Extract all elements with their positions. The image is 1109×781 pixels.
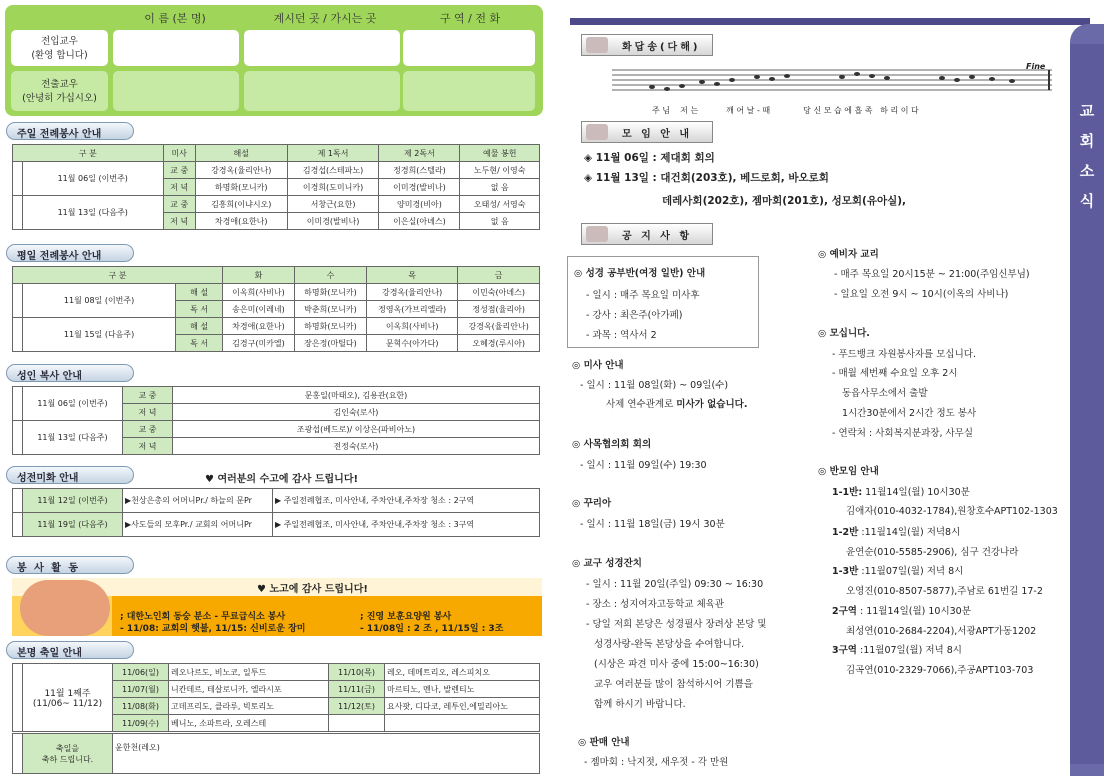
cell: 하명화(모니카) [195,179,287,196]
cell: 하명화(모니카) [294,318,366,335]
cell: 강경옥(율리안나) [195,162,287,179]
th: 예물 봉헌 [460,145,540,162]
th: 금 [458,267,540,284]
cell: 이미경(발비나) [379,179,460,196]
notice-title-text: 공 지 사 항 [622,231,693,242]
cell: 이옥희(사비나) [222,284,294,301]
ban-time: : 11월14일(월) 10시30분 [856,606,971,617]
date-cell: 11/09(수) [113,715,169,732]
date-cell: 11/06(일) [113,664,169,681]
mass-l1: - 일시 : 11월 08일(화) ~ 09일(수) [580,380,729,391]
bible-l: - 일시 : 매주 목요일 미사후 [586,290,700,301]
meeting-title [581,121,713,143]
bible-box [567,256,759,348]
cell: 문홍일(마태오), 김용관(요한) [173,387,540,404]
cell: 송은미(이레네) [222,301,294,318]
mass-cell: 교 중 [163,162,195,179]
ban-name: 1-3반 [832,566,859,577]
cell: 정성점(율리아) [458,301,540,318]
priest-icon [586,226,608,242]
congrat-cell [23,734,113,774]
cell: ▶사도들의 모후Pr./ 교회의 어머니Pr [123,513,273,537]
ban-contact: 김곡연(010-2329-7066),주공APT103-703 [846,665,1034,676]
cell: 베니노, 소파트라, 오레스테 [169,715,329,732]
cell: 없 음 [460,179,540,196]
date-cell: 11월 13일 (다음주) [23,196,164,230]
cell [385,715,540,732]
kind-cell: 독 서 [176,301,223,318]
ban-time: 11월14일(월) 10시30분 [862,487,970,498]
date-cell: 11월 12일 (이번주) [23,489,123,513]
bcamp-h: ◎ 교구 성경잔치 [572,558,642,569]
recruit-l: 동읍사무소에서 출발 [842,388,928,399]
out-label [11,71,108,111]
bcamp-l: 함께 하시기 바랍니다. [594,699,686,710]
ban-contact: 김애자(010-4032-1784),원창호수APT102-1303 [846,506,1058,517]
song-title-text: 화답송(다해) [622,42,701,53]
recruit-l: 1시간30분에서 2시간 정도 봉사 [842,408,977,419]
cell: 정경희(스텔라) [379,162,460,179]
service-l2: - 11/08: 교회의 햇불, 11/15: 신비로운 장미 [120,624,306,634]
service-thanks [257,580,368,595]
bcamp-l: 성경사랑-완독 본당상을 수여합니다. [594,639,745,650]
ban-time: :11월07일(월) 저녁 8시 [858,566,964,577]
kind-cell: 독 서 [176,335,223,352]
bcamp-l: - 장소 : 성지여자고등학교 체육관 [586,599,725,610]
ban-time: :11월14일(월) 저녁8시 [858,527,961,538]
cell: 조광섭(베드로)/ 이상은(파비아노) [173,421,540,438]
out-label-1: 전출교우 [41,79,78,90]
weekday-title: 평일 전례봉사 안내 [6,244,134,262]
meeting-2: ◈ 11월 13일 : 대건회(203호), 베드로회, 바오로회 [584,172,829,184]
cell: 이민숙(아녜스) [458,284,540,301]
th: 제 1독서 [287,145,379,162]
th: 미사 [163,145,195,162]
edu-l: - 매주 목요일 20시15분 ~ 21:00(주임신부님) [834,269,1030,280]
in-zone-field[interactable] [403,30,535,66]
date-cell: 11/12(토) [329,698,385,715]
congrat-name: 윤한천(레오) [113,734,540,774]
sidebar-char: 회 [1079,132,1095,150]
kind-cell: 저 녁 [123,404,173,421]
kind-cell: 교 중 [123,421,173,438]
mass-l2a: 사제 연수관계로 [606,399,677,410]
cell: 차경애(요한나) [195,213,287,230]
sale-l: - 젬마회 : 낙지젓, 새우젓 - 각 만원 [584,757,729,768]
cell: 이경희(도미니카) [287,179,379,196]
ban-name: 2구역 [832,606,857,617]
cell: 장은정(마틸다) [294,335,366,352]
meeting-3: 데레사회(202호), 젬마회(201호), 성모회(유아실), [662,195,907,207]
sidebar [1070,24,1104,776]
ban-item [832,642,962,656]
congrat-1: 축일을 [55,743,80,753]
cell: 문혁수(아가다) [366,335,457,352]
volunteer-illustration-icon [20,580,110,636]
cell: 박춘희(모니카) [294,301,366,318]
recruit-h: ◎ 모십니다. [818,328,870,339]
bible-l: - 강사 : 최은주(아가페) [586,310,683,321]
feast-title: 본명 축일 안내 [6,641,134,659]
th: 해설 [195,145,287,162]
mass-cell: 교 중 [163,196,195,213]
service-title: 봉 사 활 동 [6,556,134,574]
cell: 김인숙(로사) [173,404,540,421]
song-title [581,34,713,56]
date-cell: 11/08(화) [113,698,169,715]
kind-cell: 해 설 [176,318,223,335]
date-cell: 11월 06일 (이번주) [23,387,123,421]
cell: ▶ 주일전례협조, 미사안내, 주차안내,주차장 청소 : 2구역 [273,489,540,513]
clean-thanks [205,470,358,485]
cell: ▶천상은총의 어머니Pr./ 하늘의 문Pr [123,489,273,513]
ban-contact: 윤연순(010-5585-2906), 심구 건강나라 [846,547,1019,558]
date-cell: 11월 06일 (이번주) [23,162,164,196]
ban-contact: 오영진(010-8507-5877),주남로 61번길 17-2 [846,586,1043,597]
council-h: ◎ 사목협의회 회의 [572,439,652,450]
bcamp-l: 교우 여러분들 많이 참석하시어 기쁨을 [594,679,753,690]
ban-item [832,524,960,538]
heart-icon: ♥ [205,474,218,485]
cell: 강경옥(율리안나) [458,318,540,335]
bcamp-l: - 일시 : 11월 20일(주일) 09:30 ~ 16:30 [586,579,764,590]
week-label: 11월 1째주 [44,689,91,699]
in-prev-field[interactable] [244,30,400,66]
cell: 서창근(요한) [287,196,379,213]
kkuria-l: - 일시 : 11월 18일(금) 19시 30분 [580,519,725,530]
cell: 노두현/ 이영숙 [460,162,540,179]
music-staff [612,62,1052,98]
in-label [11,30,108,66]
service-r1: ; 진영 보훈요양원 봉사 [360,612,452,622]
ban-name: 1-2반 [832,527,859,538]
lyrics: 주 님 저 는 깨 어 날 - 때 당 신 모 습 에 흡 족 하 리 이 다 [652,106,919,115]
cell: 차경애(요한나) [222,318,294,335]
out-name-field[interactable] [113,71,239,111]
date-cell: 11/07(월) [113,681,169,698]
th: 제 2독서 [379,145,460,162]
cell: 오혜경(루시아) [458,335,540,352]
sidebar-text [1078,96,1096,216]
in-name-field[interactable] [113,30,239,66]
cell: 요사팟, 디다코, 레투인,에밀리아노 [385,698,540,715]
out-prev-field[interactable] [244,71,400,111]
priest-icon [586,124,608,140]
cell: 하명화(모니카) [294,284,366,301]
th: 수 [294,267,366,284]
sidebar-char: 교 [1079,102,1095,120]
recruit-l: - 매월 세번째 수요일 오후 2시 [832,368,958,379]
ban-h: ◎ 반모임 안내 [818,466,879,477]
heart-icon: ♥ [257,584,270,595]
col-prev-header: 계시던 곳 / 가시는 곳 [273,12,377,25]
ban-name: 3구역 [832,645,857,656]
mass-l2b: 미사가 없습니다. [676,399,748,410]
cell: 정영옥(가브리엘라) [366,301,457,318]
fine-mark: Fine [1026,62,1046,71]
sunday-title: 주일 전례봉사 안내 [6,122,134,140]
kkuria-h: ◎ 꾸리아 [572,498,612,509]
recruit-l: - 연락처 : 사회복지분과장, 사무실 [832,428,974,439]
date-cell: 11월 13일 (다음주) [23,421,123,455]
service-l1: ; 대한노인회 동숭 분소 - 무료급식소 봉사 [120,612,286,622]
ban-name: 1-1반: [832,487,863,498]
meeting-title-text: 모 임 안 내 [622,129,693,140]
ban-time: :11월07일(월) 저녁 8시 [856,645,962,656]
cell: 고데프리도, 클라루, 빅토리노 [169,698,329,715]
mass-cell: 저 녁 [163,213,195,230]
cell: 김경구(미카엘) [222,335,294,352]
clean-title: 성전미화 안내 [6,466,134,484]
th: 목 [366,267,457,284]
sale-h: ◎ 판매 안내 [578,737,630,748]
cell: 전정숙(로사) [173,438,540,455]
sidebar-char: 소 [1079,162,1095,180]
meeting-1: ◈ 11월 06일 : 제대회 회의 [584,152,715,164]
bible-l: - 과목 : 역사서 2 [586,330,657,341]
th: 구 분 [13,267,223,284]
adult-table [12,386,540,455]
weekday-table [12,266,540,352]
th: 화 [222,267,294,284]
th: 구 분 [13,145,164,162]
cell: 오태성/ 서영숙 [460,196,540,213]
sidebar-char: 식 [1079,192,1095,210]
ban-item [832,484,970,498]
bible-h: ◎ 성경 공부반(여정 일반) 안내 [574,268,706,279]
out-zone-field[interactable] [403,71,535,111]
kind-cell: 해 설 [176,284,223,301]
top-rule [570,18,1090,25]
ban-contact: 최성연(010-2684-2204),서광APT가동1202 [846,626,1037,637]
in-label-2: (환영 합니다) [31,50,88,61]
cell: 레오나르도, 비노코, 일투드 [169,664,329,681]
priest-icon [586,37,608,53]
notice-title [581,223,713,245]
congrat-2: 축하 드립니다. [41,754,94,764]
kind-cell: 교 중 [123,387,173,404]
cell: 김흥희(이냐시오) [195,196,287,213]
feast-table [12,663,540,732]
date-cell: 11/10(목) [329,664,385,681]
cell [329,715,385,732]
council-l: - 일시 : 11월 09일(수) 19:30 [580,460,707,471]
edu-l: - 일요일 오전 9시 ~ 10시(이옥의 사비나) [834,289,1009,300]
in-label-1: 전입교우 [41,36,78,47]
ban-item [832,563,963,577]
ban-item [832,603,971,617]
service-r2: - 11/08일 : 2 조 , 11/15일 : 3조 [360,624,504,634]
edu-h: ◎ 예비자 교리 [818,249,879,260]
mass-cell: 저 녁 [163,179,195,196]
date-cell: 11월 08일 (이번주) [23,284,176,318]
cell: 양미경(비아) [379,196,460,213]
bcamp-l: (시상은 파견 미사 중에 15:00~16:30) [594,659,759,670]
out-label-2: (안녕히 가십시오) [22,93,97,104]
congrat-table [12,733,540,774]
recruit-l: - 푸드뱅크 자원봉사자를 모십니다. [832,349,976,360]
clean-table [12,488,540,537]
cell: 마르티노, 멘나, 발렌티노 [385,681,540,698]
cell: 강경옥(율리안나) [366,284,457,301]
cell: 이미경(발비나) [287,213,379,230]
cell: 니칸데르, 테살로니카, 엘라시포 [169,681,329,698]
date-cell: 11월 19일 (다음주) [23,513,123,537]
service-banner [12,577,542,636]
date-cell: 11월 15일 (다음주) [23,318,176,352]
cell: ▶ 주일전례협조, 미사안내, 주차안내,주차장 청소 : 3구역 [273,513,540,537]
kind-cell: 저 녁 [123,438,173,455]
week-cell [23,664,113,732]
sunday-table [12,144,540,230]
week-range: (11/06~ 11/12) [32,699,103,709]
clean-thanks-text: 여러분의 수고에 감사 드립니다! [217,474,359,485]
col-name-header: 이 름 (본 명) [144,12,206,25]
newcomer-panel [5,5,543,116]
cell: 없 음 [460,213,540,230]
cell: 레오, 데메트리오, 레스피치오 [385,664,540,681]
mass-h: ◎ 미사 안내 [572,360,624,371]
service-thanks-text: 노고에 감사 드립니다! [269,584,368,595]
cell: 이옥희(사비나) [366,318,457,335]
mass-l2 [606,396,747,410]
cell: 김경섭(스테파노) [287,162,379,179]
col-zone-header: 구 역 / 전 화 [439,12,501,25]
bcamp-l: - 당일 저희 본당은 성경필사 장려상 본당 및 [586,619,767,630]
adult-title: 성인 복사 안내 [6,364,134,382]
cell: 이은실(아녜스) [379,213,460,230]
date-cell: 11/11(금) [329,681,385,698]
